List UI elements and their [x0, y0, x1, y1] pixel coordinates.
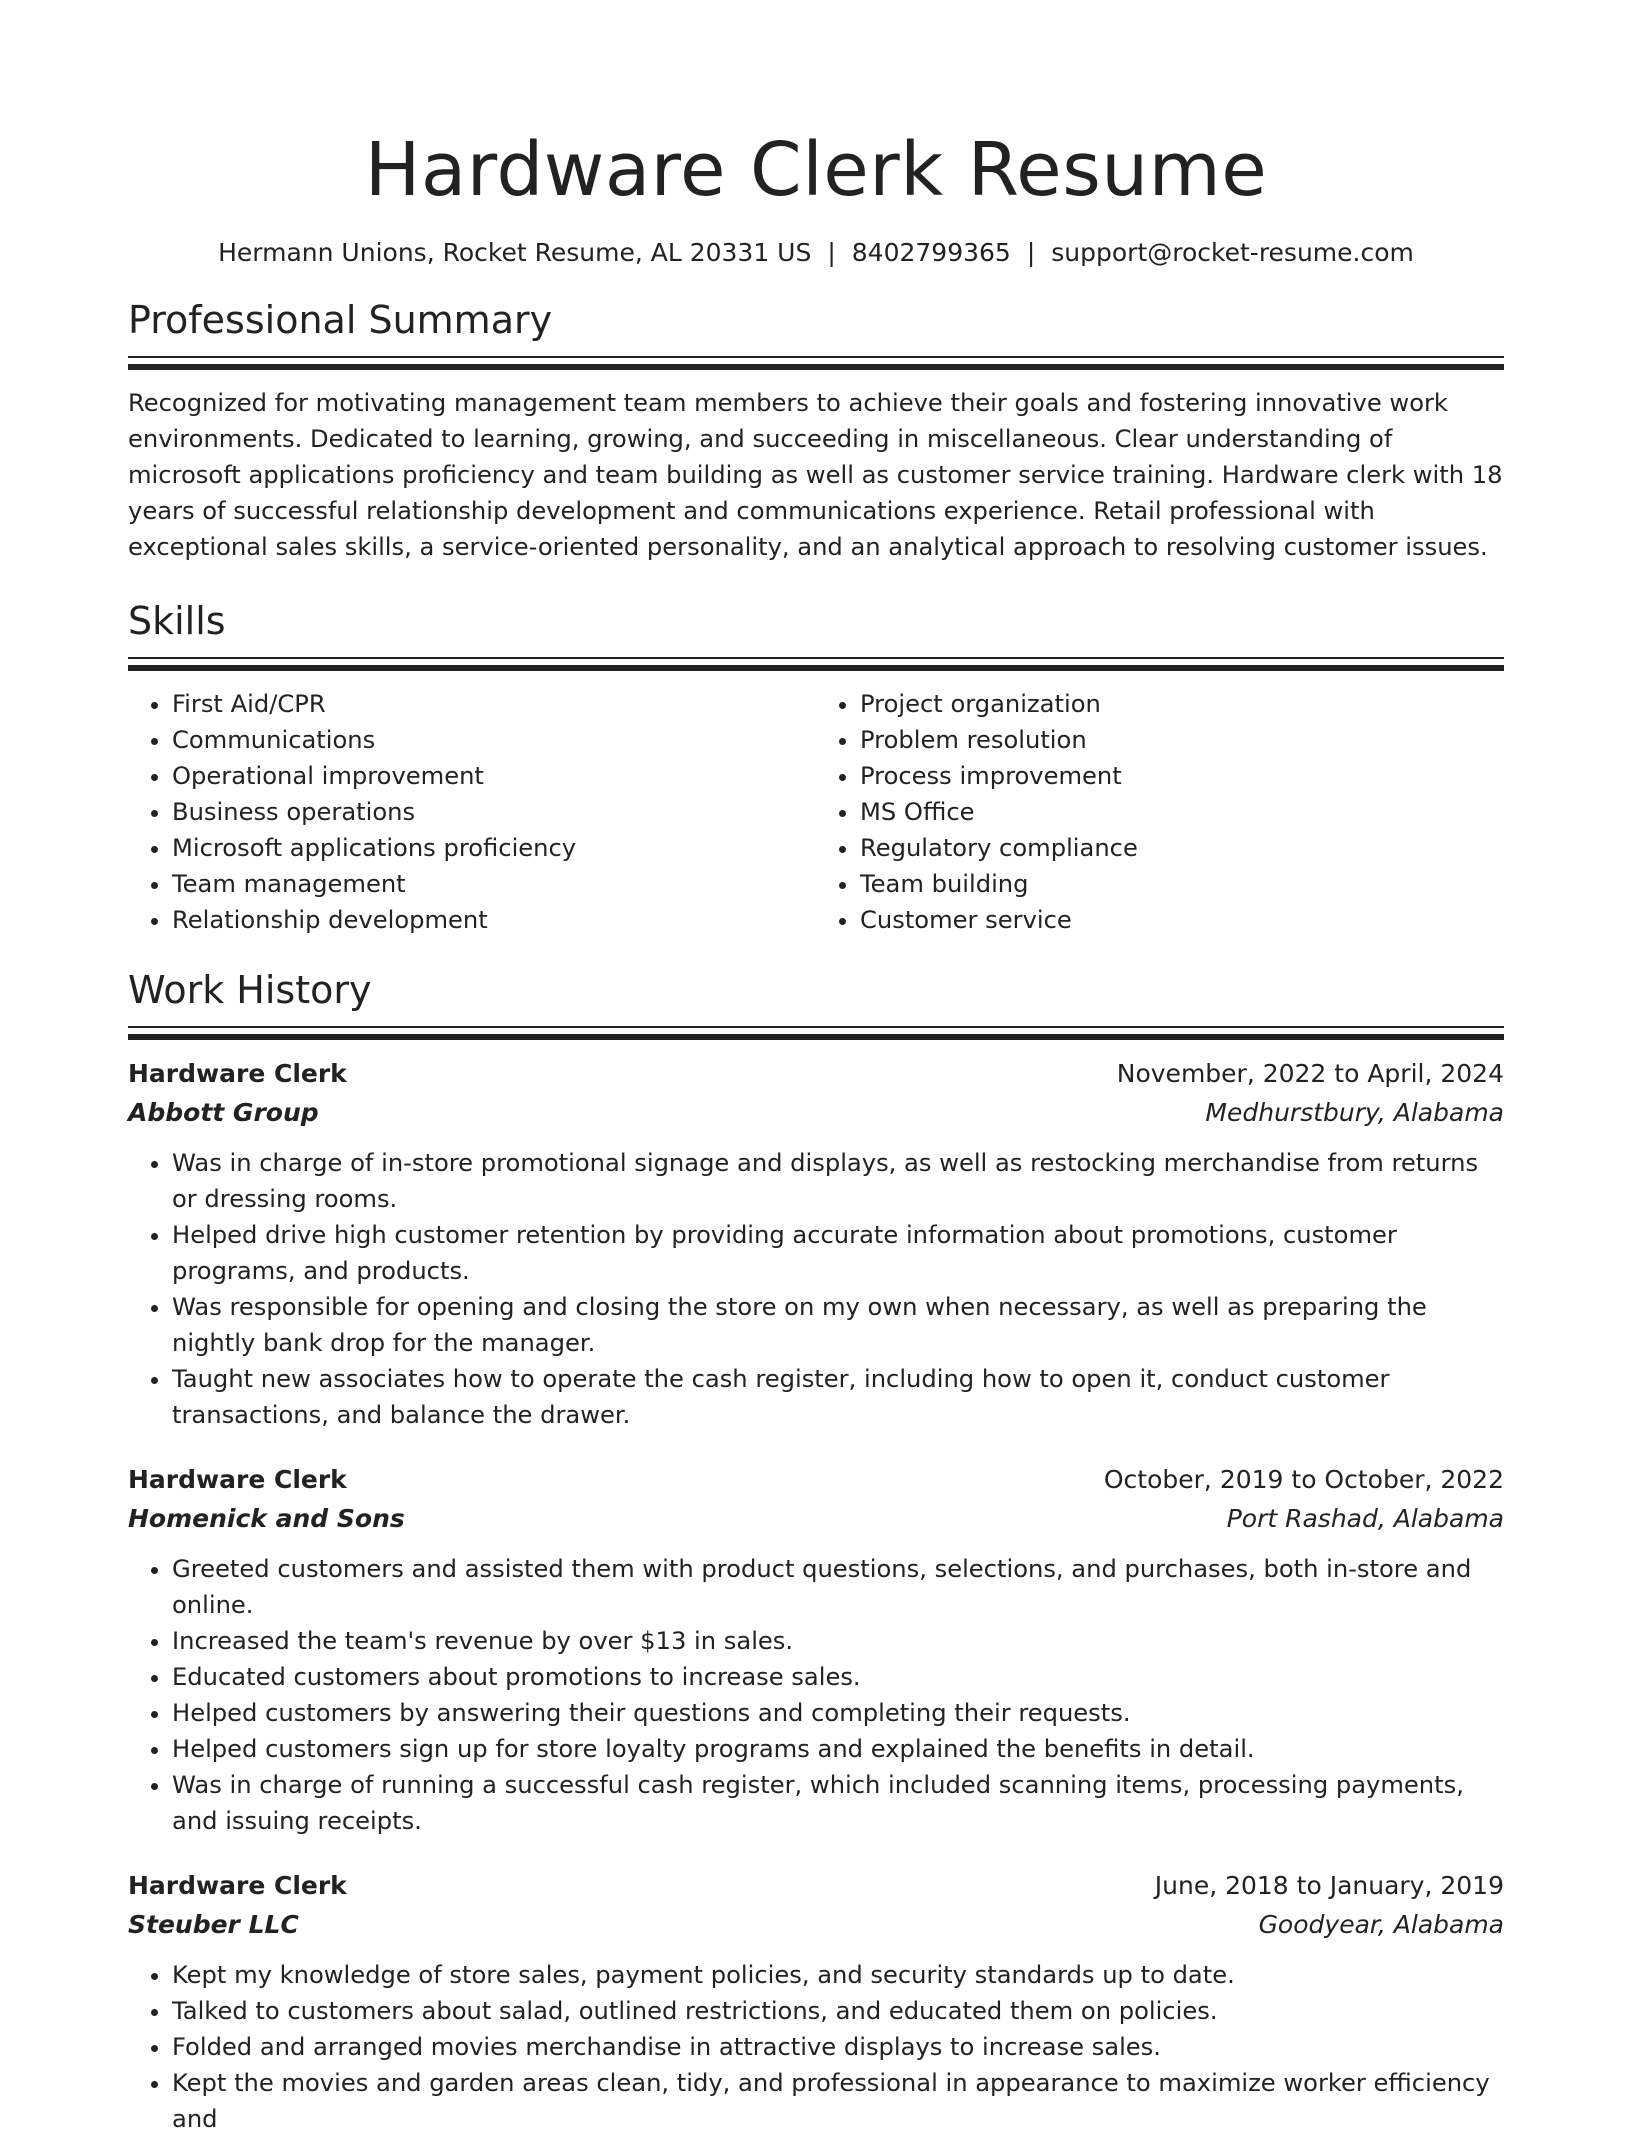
job-location: Goodyear, Alabama — [1258, 1910, 1504, 1939]
job-bullet: • Increased the team's revenue by over $13 in sales. — [172, 1623, 1504, 1659]
job-entry — [128, 1461, 1504, 1839]
job-bullets — [128, 1551, 1504, 1839]
skill-item: • Project organization — [860, 686, 1504, 722]
skill-item: • Relationship development — [172, 902, 816, 938]
job-bullet: • Helped drive high customer retention by providing accurate information about promotions, customer programs, and products. — [172, 1217, 1504, 1289]
contact-line — [128, 236, 1504, 270]
skill-item: • Regulatory compliance — [860, 830, 1504, 866]
skill-item: • Team building — [860, 866, 1504, 902]
skill-item: • Process improvement — [860, 758, 1504, 794]
work-history-heading: Work History — [128, 968, 372, 1012]
summary-heading: Professional Summary — [128, 298, 553, 342]
skills-heading: Skills — [128, 599, 226, 643]
job-bullets — [128, 1145, 1504, 1433]
section-divider — [128, 356, 1504, 371]
resume-page — [128, 0, 1504, 2137]
job-title: Hardware Clerk — [128, 1465, 347, 1494]
skill-item: • Team management — [172, 866, 816, 902]
skill-item: • Business operations — [172, 794, 816, 830]
job-bullet: • Was in charge of in-store promotional signage and displays, as well as restocking merchandise from returns or dressing rooms. — [172, 1145, 1504, 1217]
skill-item: • Problem resolution — [860, 722, 1504, 758]
skills-columns — [128, 686, 1504, 938]
job-entry — [128, 1055, 1504, 1433]
job-company: Abbott Group — [128, 1098, 319, 1127]
skills-list-left — [128, 686, 816, 938]
skill-item: • Communications — [172, 722, 816, 758]
job-location: Port Rashad, Alabama — [1226, 1504, 1504, 1533]
skill-item: • Customer service — [860, 902, 1504, 938]
job-bullet: • Greeted customers and assisted them with product questions, selections, and purchases, both in-store and online. — [172, 1551, 1504, 1623]
job-subheader — [128, 1905, 1504, 1945]
job-dates: November, 2022 to April, 2024 — [1116, 1059, 1504, 1088]
skill-item: • Microsoft applications proficiency — [172, 830, 816, 866]
contact-phone: 8402799365 — [851, 238, 1011, 267]
section-divider — [128, 657, 1504, 672]
job-bullet: • Kept my knowledge of store sales, payment policies, and security standards up to date. — [172, 1957, 1504, 1993]
job-dates: October, 2019 to October, 2022 — [1103, 1465, 1504, 1494]
job-company: Steuber LLC — [128, 1910, 299, 1939]
contact-address: Hermann Unions, Rocket Resume, AL 20331 US — [218, 238, 812, 267]
job-location: Medhurstbury, Alabama — [1205, 1098, 1504, 1127]
job-bullet: • Was responsible for opening and closing the store on my own when necessary, as well as preparing the nightly bank drop for the manager. — [172, 1289, 1504, 1361]
work-history-section — [128, 966, 1504, 2137]
job-bullet: • Helped customers by answering their questions and completing their requests. — [172, 1695, 1504, 1731]
job-entry — [128, 1867, 1504, 2137]
contact-separator: | — [827, 238, 836, 267]
resume-title: Hardware Clerk Resume — [364, 127, 1268, 213]
skills-section — [128, 597, 1504, 938]
contact-email[interactable]: support@rocket-resume.com — [1051, 238, 1414, 267]
job-company: Homenick and Sons — [128, 1504, 405, 1533]
contact-separator: | — [1026, 238, 1036, 267]
job-bullet: • Taught new associates how to operate the cash register, including how to open it, conduct customer transactions, and balance the drawer. — [172, 1361, 1504, 1433]
job-header — [128, 1055, 1504, 1093]
job-bullet: • Educated customers about promotions to increase sales. — [172, 1659, 1504, 1695]
job-subheader — [128, 1499, 1504, 1539]
skill-item: • First Aid/CPR — [172, 686, 816, 722]
skill-item: • MS Office — [860, 794, 1504, 830]
summary-section — [128, 296, 1504, 565]
job-bullet: • Helped customers sign up for store loyalty programs and explained the benefits in detail. — [172, 1731, 1504, 1767]
section-divider — [128, 1026, 1504, 1041]
skills-list-right — [816, 686, 1504, 938]
summary-text: Recognized for motivating management team members to achieve their goals and fostering innovative work environments. Dedicated to learning, growing, and succeeding in miscellaneous. Clear understanding of microsoft applications proficiency and team building as well as customer service training. Hardware clerk with 18 years of successful relationship development and communications experience. Retail professional with exceptional sales skills, a service-oriented personality, and an analytical approach to resolving customer issues. — [128, 389, 1503, 561]
job-header — [128, 1461, 1504, 1499]
job-bullet: • Folded and arranged movies merchandise in attractive displays to increase sales. — [172, 2029, 1504, 2065]
skill-item: • Operational improvement — [172, 758, 816, 794]
job-title: Hardware Clerk — [128, 1871, 347, 1900]
job-bullets — [128, 1957, 1504, 2137]
job-dates: June, 2018 to January, 2019 — [1154, 1871, 1504, 1900]
job-title: Hardware Clerk — [128, 1059, 347, 1088]
job-bullet: • Was in charge of running a successful cash register, which included scanning items, processing payments, and issuing receipts. — [172, 1767, 1504, 1839]
job-header — [128, 1867, 1504, 1905]
job-bullet: • Talked to customers about salad, outlined restrictions, and educated them on policies. — [172, 1993, 1504, 2029]
job-subheader — [128, 1093, 1504, 1133]
job-bullet: • Kept the movies and garden areas clean, tidy, and professional in appearance to maximize worker efficiency and — [172, 2065, 1504, 2137]
